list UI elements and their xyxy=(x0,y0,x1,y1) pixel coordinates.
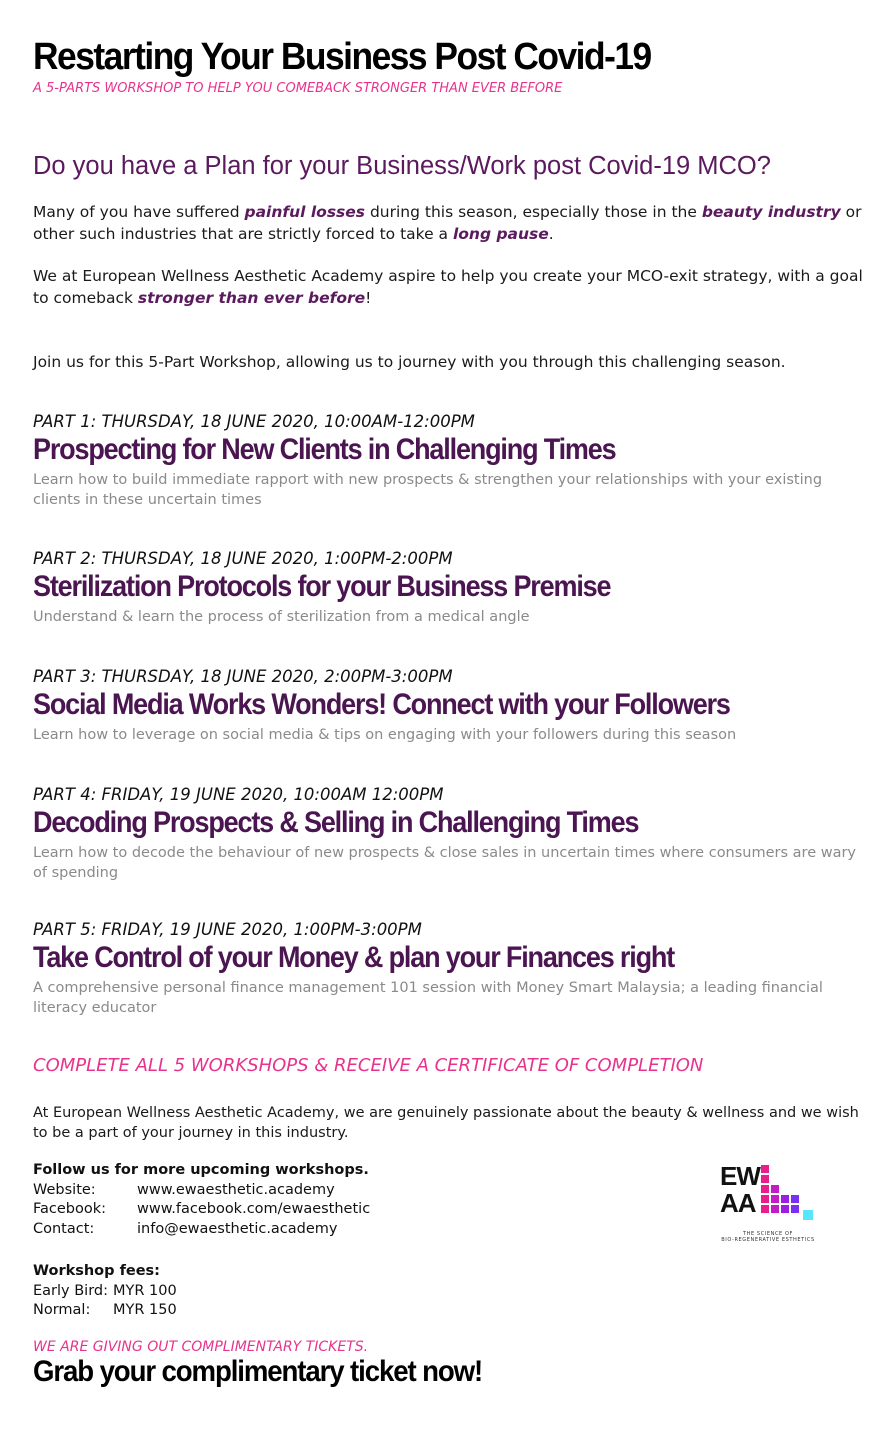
logo-square xyxy=(781,1195,789,1203)
logo-square xyxy=(761,1175,769,1183)
intro-paragraph-1 xyxy=(33,201,863,245)
emphasis-span: long pause xyxy=(452,225,549,243)
logo-square xyxy=(771,1185,779,1193)
cta-headline[interactable]: Grab your complimentary ticket now! xyxy=(33,1355,483,1388)
logo-square xyxy=(761,1205,769,1213)
emphasis-span: painful losses xyxy=(244,203,366,221)
logo-tagline-2: BIO-REGENERATIVE ESTHETICS xyxy=(721,1237,815,1243)
emphasis-span: stronger than ever before xyxy=(137,289,366,307)
part-2-description: Understand & learn the process of sterilization from a medical angle xyxy=(33,609,530,625)
text-span: . xyxy=(548,225,554,243)
part-4-title: Decoding Prospects & Selling in Challenging Times xyxy=(33,806,639,839)
text-span: ! xyxy=(365,289,372,307)
logo-square xyxy=(761,1165,769,1173)
emphasis-span: beauty industry xyxy=(701,203,841,221)
part-5-description: A comprehensive personal finance management 101 session with Money Smart Malaysia; a leading financial literacy educator xyxy=(33,980,823,1016)
facebook-link[interactable]: www.facebook.com/ewaesthetic xyxy=(137,1201,371,1217)
intro-paragraph-3: Join us for this 5-Part Workshop, allowing us to journey with you through this challenging season. xyxy=(33,353,786,371)
page-title: Restarting Your Business Post Covid-19 xyxy=(33,36,651,78)
logo-square xyxy=(771,1195,779,1203)
logo-square xyxy=(791,1205,799,1213)
fees-heading: Workshop fees: xyxy=(33,1263,160,1279)
logo-square xyxy=(761,1185,769,1193)
text-span: Many of you have suffered xyxy=(33,203,245,221)
intro-paragraph-2 xyxy=(33,265,863,309)
facebook-row xyxy=(33,1200,370,1220)
contact-email-link[interactable]: info@ewaesthetic.academy xyxy=(137,1220,338,1237)
normal-row xyxy=(33,1301,177,1321)
logo-square xyxy=(781,1205,789,1213)
logo-square xyxy=(761,1195,769,1203)
normal-price: MYR 150 xyxy=(113,1302,177,1318)
part-3-heading: PART 3: THURSDAY, 18 JUNE 2020, 2:00PM-3:00PM xyxy=(33,667,453,686)
early-bird-label: Early Bird: xyxy=(33,1282,108,1299)
facebook-label: Facebook: xyxy=(33,1201,107,1217)
part-1-heading: PART 1: THURSDAY, 18 JUNE 2020, 10:00AM-12:00PM xyxy=(33,412,475,431)
certificate-banner: COMPLETE ALL 5 WORKSHOPS & RECEIVE A CERTIFICATE OF COMPLETION xyxy=(33,1055,704,1076)
part-2-title: Sterilization Protocols for your Business Premise xyxy=(33,570,611,603)
logo-tagline-1: THE SCIENCE OF xyxy=(742,1231,794,1237)
part-1-description: Learn how to build immediate rapport with new prospects & strengthen your relationships with your existing clients in these uncertain times xyxy=(33,472,823,508)
logo-line-1: EW xyxy=(720,1161,760,1191)
logo-tagline xyxy=(703,1231,833,1243)
logo-square xyxy=(791,1195,799,1203)
ewaa-logo xyxy=(703,1160,833,1244)
text-span: We at European Wellness Aesthetic Academy aspire to help you create your MCO-exit strategy, with a goal to comeback xyxy=(33,267,863,307)
part-4-description: Learn how to decode the behaviour of new prospects & close sales in uncertain times where consumers are wary of spending xyxy=(33,845,857,881)
normal-label: Normal: xyxy=(33,1302,91,1318)
website-link[interactable]: www.ewaesthetic.academy xyxy=(137,1181,335,1198)
part-1-title: Prospecting for New Clients in Challenging Times xyxy=(33,433,616,466)
contact-label: Contact: xyxy=(33,1220,95,1237)
part-5-heading: PART 5: FRIDAY, 19 JUNE 2020, 1:00PM-3:00PM xyxy=(33,920,422,939)
logo-squares-icon xyxy=(703,1160,833,1230)
contact-row xyxy=(33,1220,370,1240)
logo-square xyxy=(771,1205,779,1213)
part-2-heading: PART 2: THURSDAY, 18 JUNE 2020, 1:00PM-2:00PM xyxy=(33,549,453,568)
follow-section xyxy=(33,1161,370,1239)
part-4-heading: PART 4: FRIDAY, 19 JUNE 2020, 10:00AM 12:00PM xyxy=(33,785,444,804)
follow-heading: Follow us for more upcoming workshops. xyxy=(33,1162,369,1178)
intro-question: Do you have a Plan for your Business/Work post Covid-19 MCO? xyxy=(33,152,771,180)
part-5-title: Take Control of your Money & plan your Finances right xyxy=(33,941,675,974)
complimentary-note: WE ARE GIVING OUT COMPLIMENTARY TICKETS. xyxy=(33,1339,369,1355)
website-row xyxy=(33,1181,370,1201)
part-3-title: Social Media Works Wonders! Connect with your Followers xyxy=(33,688,730,721)
early-bird-row xyxy=(33,1282,177,1302)
text-span: during this season, especially those in the xyxy=(365,203,702,221)
website-label: Website: xyxy=(33,1181,96,1198)
part-3-description: Learn how to leverage on social media & tips on engaging with your followers during this season xyxy=(33,727,737,743)
early-bird-price: MYR 100 xyxy=(113,1282,177,1299)
fees-section xyxy=(33,1262,177,1321)
logo-square xyxy=(803,1210,813,1220)
logo-line-2: AA xyxy=(720,1188,756,1218)
text-span: or other such industries that are strictly forced to take a xyxy=(33,203,862,243)
page-subtitle: A 5-PARTS WORKSHOP TO HELP YOU COMEBACK STRONGER THAN EVER BEFORE xyxy=(33,81,563,96)
about-paragraph: At European Wellness Aesthetic Academy, we are genuinely passionate about the beauty & wellness and we wish to be a part of your journey in this industry. xyxy=(33,1105,859,1141)
